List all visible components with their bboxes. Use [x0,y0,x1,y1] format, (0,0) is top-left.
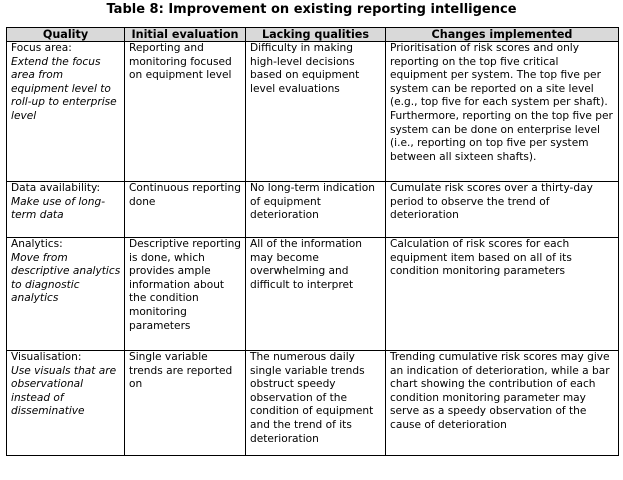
changes-implemented-cell: Prioritisation of risk scores and only reporting on the top five critical equipment per system. The top five per system can be reported on a site level (e.g., top five for each system per shaft). Furthermore, reporting on the top five per system can be done on enterprise level (i.e., reporting on top five per system between all sixteen shafts). [386,42,619,182]
quality-description: Make use of long-term data [11,195,106,222]
quality-description: Use visuals that are observational instead of disseminative [11,364,117,418]
quality-cell [7,182,125,238]
header-lacking-qualities: Lacking qualities [246,28,386,42]
header-initial-evaluation: Initial evaluation [125,28,246,42]
changes-implemented-cell: Cumulate risk scores over a thirty-day period to observe the trend of deterioration [386,182,619,238]
header-changes-implemented: Changes implemented [386,28,619,42]
quality-cell [7,42,125,182]
table-title: Table 8: Improvement on existing reporting intelligence [106,2,517,17]
quality-heading: Visualisation: [11,351,82,363]
table-row [7,238,619,351]
table-row [7,351,619,456]
table-row [7,42,619,182]
quality-cell [7,351,125,456]
lacking-qualities-cell: The numerous daily single variable trends obstruct speedy observation of the condition of equipment and the trend of its deterioration [246,351,386,456]
lacking-qualities-cell: All of the information may become overwhelming and difficult to interpret [246,238,386,351]
quality-description: Extend the focus area from equipment level to roll-up to enterprise level [11,55,117,122]
initial-evaluation-cell: Single variable trends are reported on [125,351,246,456]
lacking-qualities-cell: Difficulty in making high-level decisions based on equipment level evaluations [246,42,386,182]
quality-heading: Analytics: [11,238,63,250]
lacking-qualities-cell: No long-term indication of equipment deterioration [246,182,386,238]
quality-heading: Data availability: [11,182,101,194]
changes-implemented-cell: Trending cumulative risk scores may give an indication of deterioration, while a bar chart showing the contribution of each condition monitoring parameter may serve as a speedy observation of the cause of deterioration [386,351,619,456]
initial-evaluation-cell: Descriptive reporting is done, which provides ample information about the condition monitoring parameters [125,238,246,351]
quality-heading: Focus area: [11,42,72,54]
changes-implemented-cell: Calculation of risk scores for each equipment item based on all of its condition monitoring parameters [386,238,619,351]
header-quality: Quality [7,28,125,42]
initial-evaluation-cell: Reporting and monitoring focused on equipment level [125,42,246,182]
table-row [7,182,619,238]
reporting-intelligence-table [6,27,619,456]
quality-description: Move from descriptive analytics to diagnostic analytics [11,251,121,305]
header-row [7,28,619,42]
initial-evaluation-cell: Continuous reporting done [125,182,246,238]
quality-cell [7,238,125,351]
